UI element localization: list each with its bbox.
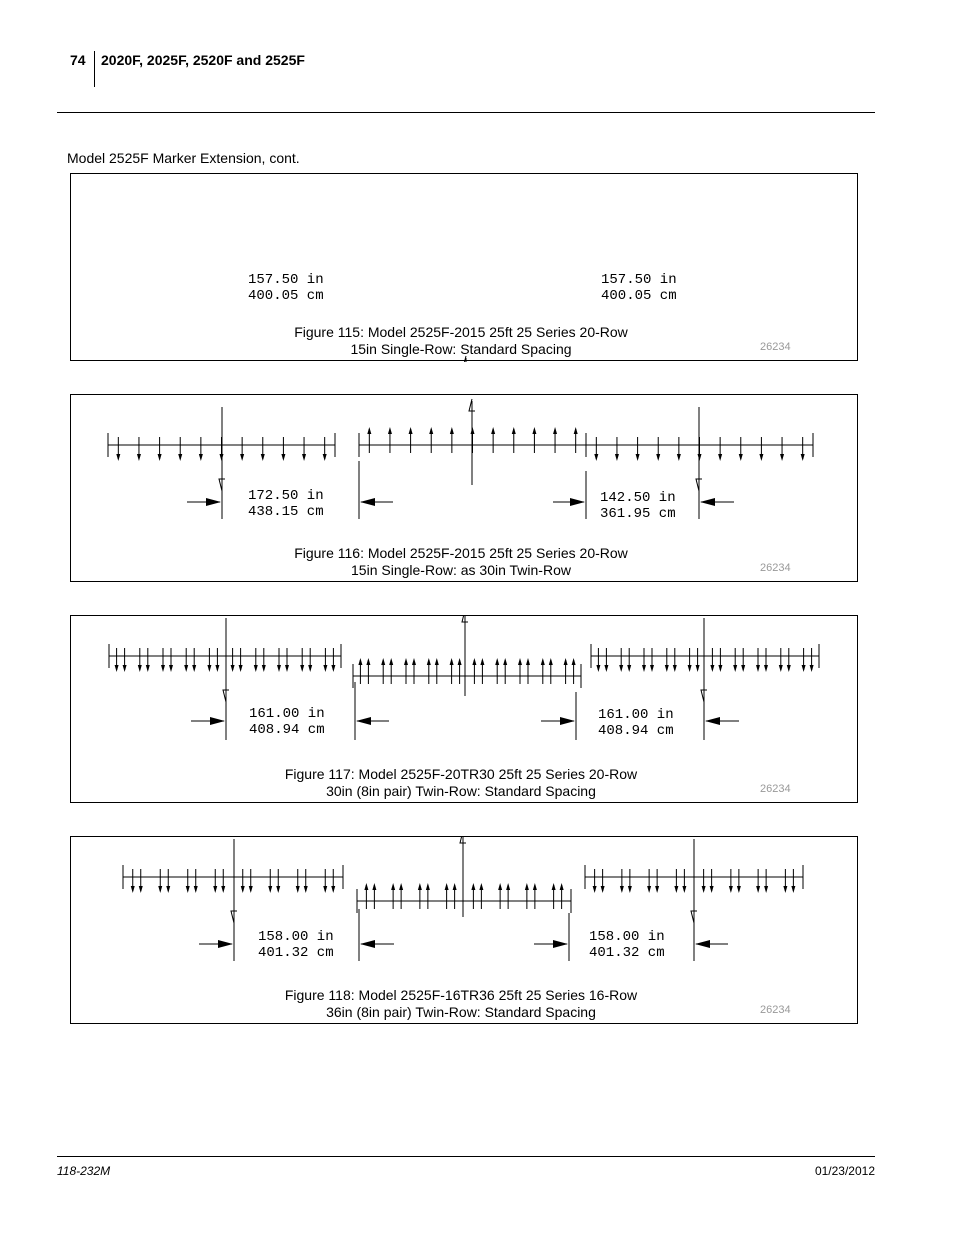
row-marker <box>207 665 211 672</box>
row-marker <box>192 665 196 672</box>
row-marker <box>199 454 203 461</box>
row-marker <box>650 665 654 672</box>
row-marker <box>409 427 413 434</box>
row-marker <box>741 665 745 672</box>
row-marker <box>138 665 142 672</box>
row-marker <box>302 454 306 461</box>
row-marker <box>372 883 376 890</box>
row-marker <box>331 886 335 893</box>
row-marker <box>116 454 120 461</box>
row-marker <box>604 665 608 672</box>
row-marker <box>450 658 454 665</box>
row-marker <box>533 883 537 890</box>
row-marker <box>677 454 681 461</box>
row-marker <box>194 886 198 893</box>
row-marker <box>268 886 272 893</box>
row-marker <box>718 665 722 672</box>
left-dim-cm: 438.15 cm <box>248 504 324 520</box>
row-marker <box>186 886 190 893</box>
row-marker <box>331 665 335 672</box>
row-marker <box>453 883 457 890</box>
row-marker <box>642 665 646 672</box>
row-marker <box>399 883 403 890</box>
row-marker <box>115 665 119 672</box>
figure-id: 26234 <box>760 1004 791 1016</box>
row-marker <box>276 886 280 893</box>
row-marker <box>779 665 783 672</box>
row-marker <box>231 665 235 672</box>
row-marker <box>498 883 502 890</box>
row-marker <box>512 427 516 434</box>
row-marker <box>601 886 605 893</box>
row-marker <box>215 665 219 672</box>
footer-date: 01/23/2012 <box>814 1164 875 1178</box>
figure-id: 26234 <box>760 341 791 353</box>
row-marker <box>503 658 507 665</box>
figure-caption-line1: Figure 116: Model 2525F-2015 25ft 25 Series 20-Row <box>294 545 628 561</box>
row-marker <box>572 658 576 665</box>
section-title: Model 2525F Marker Extension, cont. <box>67 150 300 166</box>
row-marker <box>801 454 805 461</box>
row-marker <box>427 658 431 665</box>
row-marker <box>381 658 385 665</box>
row-marker <box>802 665 806 672</box>
row-marker <box>780 454 784 461</box>
row-marker <box>323 886 327 893</box>
row-marker <box>254 665 258 672</box>
row-marker <box>239 665 243 672</box>
row-marker <box>429 427 433 434</box>
row-marker <box>655 886 659 893</box>
left-dim-in: 161.00 in <box>249 706 325 722</box>
row-marker <box>810 665 814 672</box>
row-marker <box>620 886 624 893</box>
row-marker <box>574 427 578 434</box>
header-rule <box>57 112 875 113</box>
row-marker <box>184 665 188 672</box>
row-marker <box>526 658 530 665</box>
row-markers <box>109 616 819 702</box>
row-marker <box>123 665 127 672</box>
row-marker <box>549 658 553 665</box>
row-marker <box>323 665 327 672</box>
row-marker <box>553 427 557 434</box>
row-marker <box>161 665 165 672</box>
row-markers <box>108 399 813 491</box>
row-marker <box>682 886 686 893</box>
row-marker <box>702 886 706 893</box>
left-dim-cm: 400.05 cm <box>248 288 324 304</box>
row-marker <box>213 886 217 893</box>
left-dim-cm: 401.32 cm <box>258 945 334 961</box>
row-marker <box>518 658 522 665</box>
row-marker <box>479 883 483 890</box>
row-marker <box>759 454 763 461</box>
row-marker <box>323 454 327 461</box>
row-marker <box>564 658 568 665</box>
row-marker <box>787 665 791 672</box>
row-marker <box>366 658 370 665</box>
row-marker <box>656 454 660 461</box>
row-marker <box>435 658 439 665</box>
row-marker <box>304 886 308 893</box>
row-marker <box>525 883 529 890</box>
left-dim-in: 157.50 in <box>248 272 324 288</box>
row-marker <box>783 886 787 893</box>
row-marker <box>619 665 623 672</box>
row-markers <box>123 837 803 923</box>
row-marker <box>131 886 135 893</box>
row-marker <box>358 658 362 665</box>
row-marker <box>764 886 768 893</box>
row-marker <box>647 886 651 893</box>
left-dim-in: 172.50 in <box>248 488 324 504</box>
figure-id: 26234 <box>760 783 791 795</box>
row-marker <box>166 886 170 893</box>
row-marker <box>560 883 564 890</box>
footer-doc-number: 118-232M <box>57 1164 111 1178</box>
row-marker <box>471 883 475 890</box>
row-marker <box>733 665 737 672</box>
row-marker <box>541 658 545 665</box>
figure-caption-line1: Figure 117: Model 2525F-20TR30 25ft 25 Series 20-Row <box>284 766 638 782</box>
row-marker <box>241 886 245 893</box>
row-marker <box>596 665 600 672</box>
row-marker <box>472 658 476 665</box>
row-marker <box>480 658 484 665</box>
figure-118 <box>70 836 858 1024</box>
row-marker <box>688 665 692 672</box>
row-marker <box>696 665 700 672</box>
figure-117 <box>70 615 858 803</box>
row-marker <box>240 454 244 461</box>
row-marker <box>458 658 462 665</box>
row-marker <box>628 886 632 893</box>
row-marker <box>594 454 598 461</box>
footer-rule <box>57 1156 875 1157</box>
row-marker <box>249 886 253 893</box>
figure-caption-line2: 15in Single-Row: Standard Spacing <box>350 341 572 357</box>
row-marker <box>673 665 677 672</box>
figure-caption-line2: 36in (8in pair) Twin-Row: Standard Spacing <box>326 1004 596 1020</box>
row-marker <box>737 886 741 893</box>
figure-caption-line1: Figure 115: Model 2525F-2015 25ft 25 Series 20-Row <box>294 324 628 340</box>
row-marker <box>450 427 454 434</box>
right-dim-in: 161.00 in <box>598 707 674 723</box>
row-marker <box>764 665 768 672</box>
row-marker <box>296 886 300 893</box>
left-dim-in: 158.00 in <box>258 929 334 945</box>
right-dim-in: 158.00 in <box>589 929 665 945</box>
row-marker <box>281 454 285 461</box>
row-marker <box>615 454 619 461</box>
row-marker <box>404 658 408 665</box>
row-marker <box>710 886 714 893</box>
row-marker <box>389 658 393 665</box>
header-title: 2020F, 2025F, 2520F and 2525F <box>101 52 305 68</box>
row-marker <box>146 665 150 672</box>
row-marker <box>158 886 162 893</box>
row-marker <box>412 658 416 665</box>
row-marker <box>391 883 395 890</box>
row-marker <box>710 665 714 672</box>
row-marker <box>137 454 141 461</box>
row-marker <box>495 658 499 665</box>
right-dim-cm: 361.95 cm <box>600 506 676 522</box>
row-marker <box>674 886 678 893</box>
row-marker <box>552 883 556 890</box>
row-marker <box>739 454 743 461</box>
row-marker <box>308 665 312 672</box>
row-marker <box>261 454 265 461</box>
header-divider <box>94 51 95 87</box>
right-dim-cm: 400.05 cm <box>601 288 677 304</box>
row-marker <box>388 427 392 434</box>
row-marker <box>169 665 173 672</box>
row-marker <box>285 665 289 672</box>
right-dim-in: 142.50 in <box>600 490 676 506</box>
row-marker <box>221 886 225 893</box>
row-marker <box>718 454 722 461</box>
right-dim-in: 157.50 in <box>601 272 677 288</box>
row-marker <box>791 886 795 893</box>
row-marker <box>445 883 449 890</box>
row-marker <box>627 665 631 672</box>
row-marker <box>729 886 733 893</box>
row-marker <box>262 665 266 672</box>
row-marker <box>756 665 760 672</box>
row-marker <box>426 883 430 890</box>
row-marker <box>506 883 510 890</box>
figure-caption-line2: 15in Single-Row: as 30in Twin-Row <box>351 562 571 578</box>
row-marker <box>158 454 162 461</box>
page-number: 74 <box>70 52 86 68</box>
row-marker <box>756 886 760 893</box>
row-marker <box>300 665 304 672</box>
figure-id: 26234 <box>760 562 791 574</box>
figure-caption-line1: Figure 118: Model 2525F-16TR36 25ft 25 Series 16-Row <box>284 987 638 1003</box>
figure-115 <box>70 173 858 361</box>
figure-caption-line2: 30in (8in pair) Twin-Row: Standard Spacing <box>326 783 596 799</box>
right-dim-cm: 401.32 cm <box>589 945 665 961</box>
row-marker <box>636 454 640 461</box>
figure-116 <box>70 394 858 582</box>
row-marker <box>178 454 182 461</box>
left-dim-cm: 408.94 cm <box>249 722 325 738</box>
row-marker <box>139 886 143 893</box>
row-marker <box>277 665 281 672</box>
row-marker <box>593 886 597 893</box>
row-marker <box>491 427 495 434</box>
right-dim-cm: 408.94 cm <box>598 723 674 739</box>
row-marker <box>418 883 422 890</box>
row-marker <box>532 427 536 434</box>
row-marker <box>665 665 669 672</box>
row-marker <box>367 427 371 434</box>
row-marker <box>364 883 368 890</box>
